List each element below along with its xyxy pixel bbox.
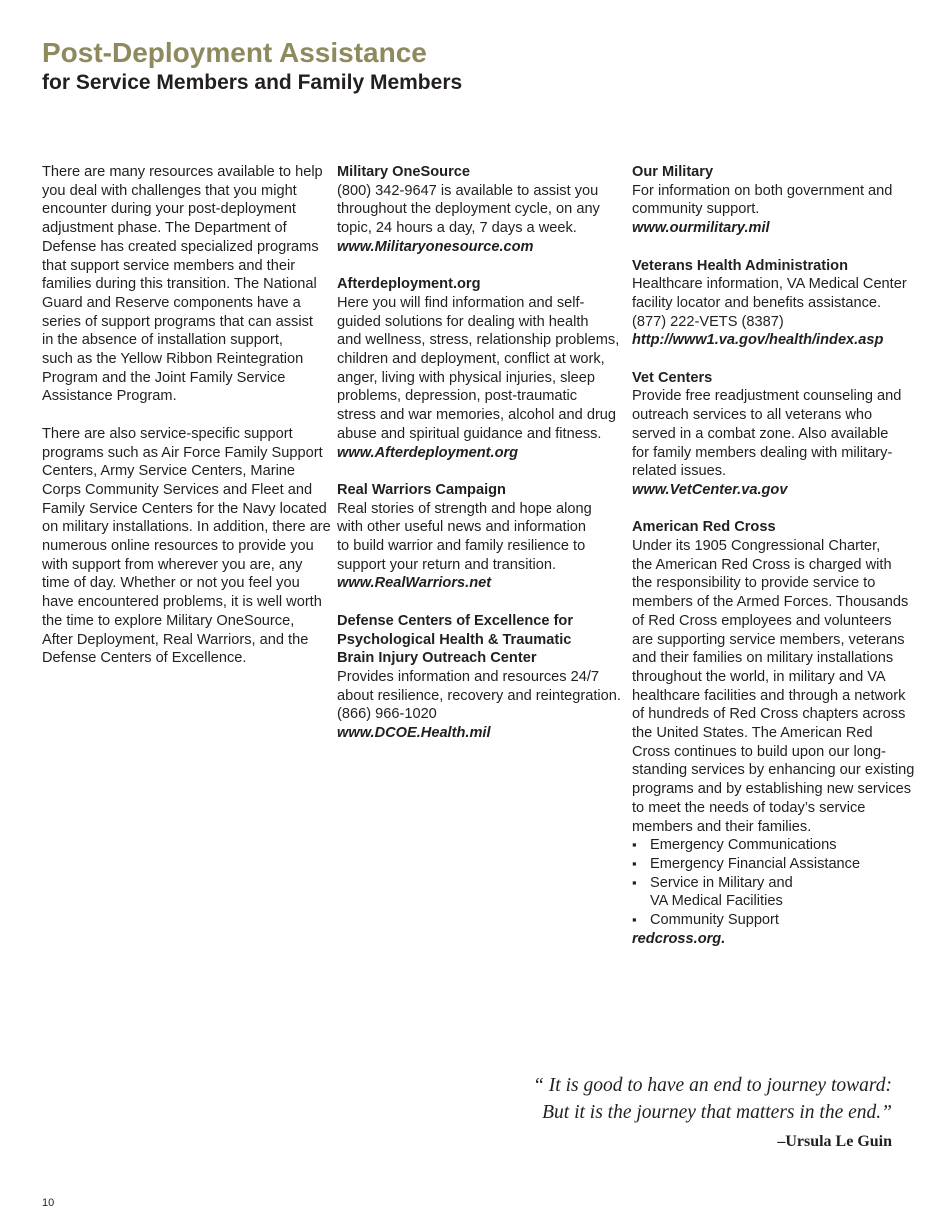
text-line: topic, 24 hours a day, 7 days a week. [337, 220, 577, 237]
text-line: For information on both government and [632, 182, 893, 199]
resource-red-cross [632, 518, 922, 948]
text-line: and wellness, stress, relationship problems, [337, 332, 620, 349]
resource-description [632, 275, 922, 331]
resource-military-onesource [337, 163, 619, 257]
intro-paragraph-1 [42, 163, 324, 406]
text-line: After Deployment, Real Warriors, and the [42, 631, 309, 648]
resource-description [337, 294, 619, 444]
resource-link[interactable]: www.VetCenter.va.gov [632, 481, 788, 498]
text-line: There are many resources available to help [42, 164, 323, 180]
text-line: that support service members and their [42, 257, 296, 274]
resource-heading: Vet Centers [632, 369, 713, 386]
resource-link[interactable]: www.Militaryonesource.com [337, 238, 534, 255]
text-line: guided solutions for dealing with health [337, 313, 589, 330]
resource-description [632, 182, 922, 219]
resources-column-3 [632, 163, 922, 967]
list-item: ▪ Community Support [632, 911, 922, 930]
text-line: ▪ Service in Military and [650, 874, 793, 891]
page-number: 10 [42, 1197, 55, 1209]
text-line: Corps Community Services and Fleet and [42, 481, 313, 498]
text-line: Cross continues to build upon our long- [632, 743, 886, 760]
resource-description [337, 500, 619, 575]
text-line: about resilience, recovery and reintegration. [337, 687, 621, 704]
resource-heading: Our Military [632, 164, 714, 180]
text-line: throughout the world, in military and VA [632, 668, 886, 685]
resource-link[interactable]: redcross.org. [632, 930, 726, 947]
text-line: members of the Armed Forces. Thousands [632, 594, 909, 611]
resource-link[interactable]: www.DCOE.Health.mil [337, 725, 491, 742]
text-line: There are also service-specific support [42, 425, 293, 442]
text-line: Provide free readjustment counseling and [632, 388, 902, 405]
text-line: Under its 1905 Congressional Charter, [632, 538, 881, 555]
text-line: standing services by enhancing our existing [632, 762, 915, 779]
text-line: Here you will find information and self- [337, 294, 585, 311]
text-line: Defense has created specialized programs [42, 238, 319, 255]
text-line: with support from wherever you are, any [42, 556, 303, 573]
resource-description [337, 668, 619, 724]
text-line: children and deployment, conflict at work, [337, 351, 605, 368]
text-line: related issues. [632, 463, 727, 480]
text-line: of hundreds of Red Cross chapters across [632, 706, 906, 723]
text-line: you deal with challenges that you might [42, 182, 297, 199]
quote-line: But it is the journey that matters in the end.” [542, 1102, 892, 1123]
text-line: outreach services to all veterans who [632, 407, 873, 424]
text-line: have encountered problems, it is well worth [42, 594, 322, 611]
text-line: programs and by establishing new services [632, 781, 912, 798]
text-line: (800) 342-9647 is available to assist you [337, 182, 599, 199]
text-line: encounter during your post-deployment [42, 201, 296, 218]
text-line: healthcare facilities and through a network [632, 687, 906, 704]
text-line: support your return and transition. [337, 556, 557, 573]
text-line: with other useful news and information [337, 519, 587, 536]
quote-line: “ It is good to have an end to journey toward: [533, 1075, 892, 1096]
text-line: and their families on military installations [632, 650, 894, 667]
resource-heading [337, 612, 619, 668]
resource-afterdeployment [337, 275, 619, 462]
text-line: families during this transition. The National [42, 276, 317, 293]
text-line: the American Red Cross is charged with [632, 556, 892, 573]
resource-heading: Real Warriors Campaign [337, 481, 506, 498]
text-line: of Red Cross employees and volunteers [632, 612, 892, 629]
resource-vha [632, 257, 922, 351]
text-line: Program and the Joint Family Service [42, 369, 286, 386]
intro-column [42, 163, 331, 687]
resource-our-military [632, 163, 922, 238]
text-line: Family Service Centers for the Navy located [42, 500, 327, 517]
text-line: numerous online resources to provide you [42, 538, 314, 555]
resource-link[interactable]: www.RealWarriors.net [337, 575, 492, 592]
text-line: series of support programs that can assist [42, 313, 313, 330]
resource-description [632, 537, 922, 836]
text-line: stress and war memories, alcohol and drug [337, 407, 617, 424]
text-line: anger, living with physical injuries, sleep [337, 369, 595, 386]
resource-dcoe [337, 612, 619, 743]
resource-link[interactable]: www.ourmilitary.mil [632, 220, 770, 237]
text-line: for family members dealing with military- [632, 444, 893, 461]
resource-link[interactable]: http://www1.va.gov/health/index.asp [632, 332, 884, 349]
text-line: on military installations. In addition, there are [42, 519, 331, 536]
text-line: the time to explore Military OneSource, [42, 612, 295, 629]
text-line: the responsibility to provide service to [632, 575, 876, 592]
text-line: such as the Yellow Ribbon Reintegration [42, 351, 304, 368]
text-line: adjustment phase. The Department of [42, 220, 287, 237]
services-list [632, 836, 922, 930]
resource-heading: Afterdeployment.org [337, 276, 481, 293]
page-subtitle: for Service Members and Family Members [42, 71, 463, 94]
text-line: Provides information and resources 24/7 [337, 668, 600, 685]
quote-author: –Ursula Le Guin [777, 1133, 892, 1150]
text-line: time of day. Whether or not you feel you [42, 575, 300, 592]
text-line: Defense Centers of Excellence for [337, 612, 574, 629]
text-line: members and their families. [632, 818, 812, 835]
resource-real-warriors [337, 481, 619, 593]
text-line: Defense Centers of Excellence. [42, 650, 247, 667]
text-line: community support. [632, 201, 760, 218]
text-line: are supporting service members, veterans [632, 631, 905, 648]
resources-column-2 [337, 163, 619, 761]
text-line: Guard and Reserve components have a [42, 294, 301, 311]
text-line: throughout the deployment cycle, on any [337, 201, 600, 218]
list-item: ▪ Emergency Financial Assistance [632, 855, 922, 874]
text-line: the United States. The American Red [632, 725, 873, 742]
resource-heading: American Red Cross [632, 519, 776, 536]
text-line: problems, depression, post-traumatic [337, 388, 578, 405]
pull-quote [533, 1072, 892, 1126]
resource-description [337, 182, 619, 238]
resource-vet-centers [632, 369, 922, 500]
text-line: facility locator and benefits assistance. [632, 294, 882, 311]
text-line: Centers, Army Service Centers, Marine [42, 463, 296, 480]
text-line: served in a combat zone. Also available [632, 425, 889, 442]
text-line: Assistance Program. [42, 388, 177, 405]
list-item [632, 874, 922, 911]
text-line: Psychological Health & Traumatic [337, 631, 572, 648]
text-line: Healthcare information, VA Medical Center [632, 276, 907, 293]
text-line: abuse and spiritual guidance and fitness. [337, 425, 602, 442]
page-title: Post-Deployment Assistance [42, 37, 427, 68]
text-line: in the absence of installation support, [42, 332, 283, 349]
resource-heading: Veterans Health Administration [632, 257, 848, 274]
text-line: programs such as Air Force Family Support [42, 444, 323, 461]
text-line: to meet the needs of today’s service [632, 799, 866, 816]
resource-description [632, 387, 922, 481]
text-line: to build warrior and family resilience to [337, 538, 586, 555]
resource-link[interactable]: www.Afterdeployment.org [337, 444, 519, 461]
text-line: (877) 222-VETS (8387) [632, 313, 784, 330]
list-item: ▪ Emergency Communications [632, 836, 922, 855]
text-line: VA Medical Facilities [650, 893, 783, 910]
text-line: (866) 966-1020 [337, 706, 437, 723]
resource-heading: Military OneSource [337, 164, 471, 180]
intro-paragraph-2 [42, 425, 331, 668]
text-line: Real stories of strength and hope along [337, 500, 592, 517]
text-line: Brain Injury Outreach Center [337, 650, 537, 667]
